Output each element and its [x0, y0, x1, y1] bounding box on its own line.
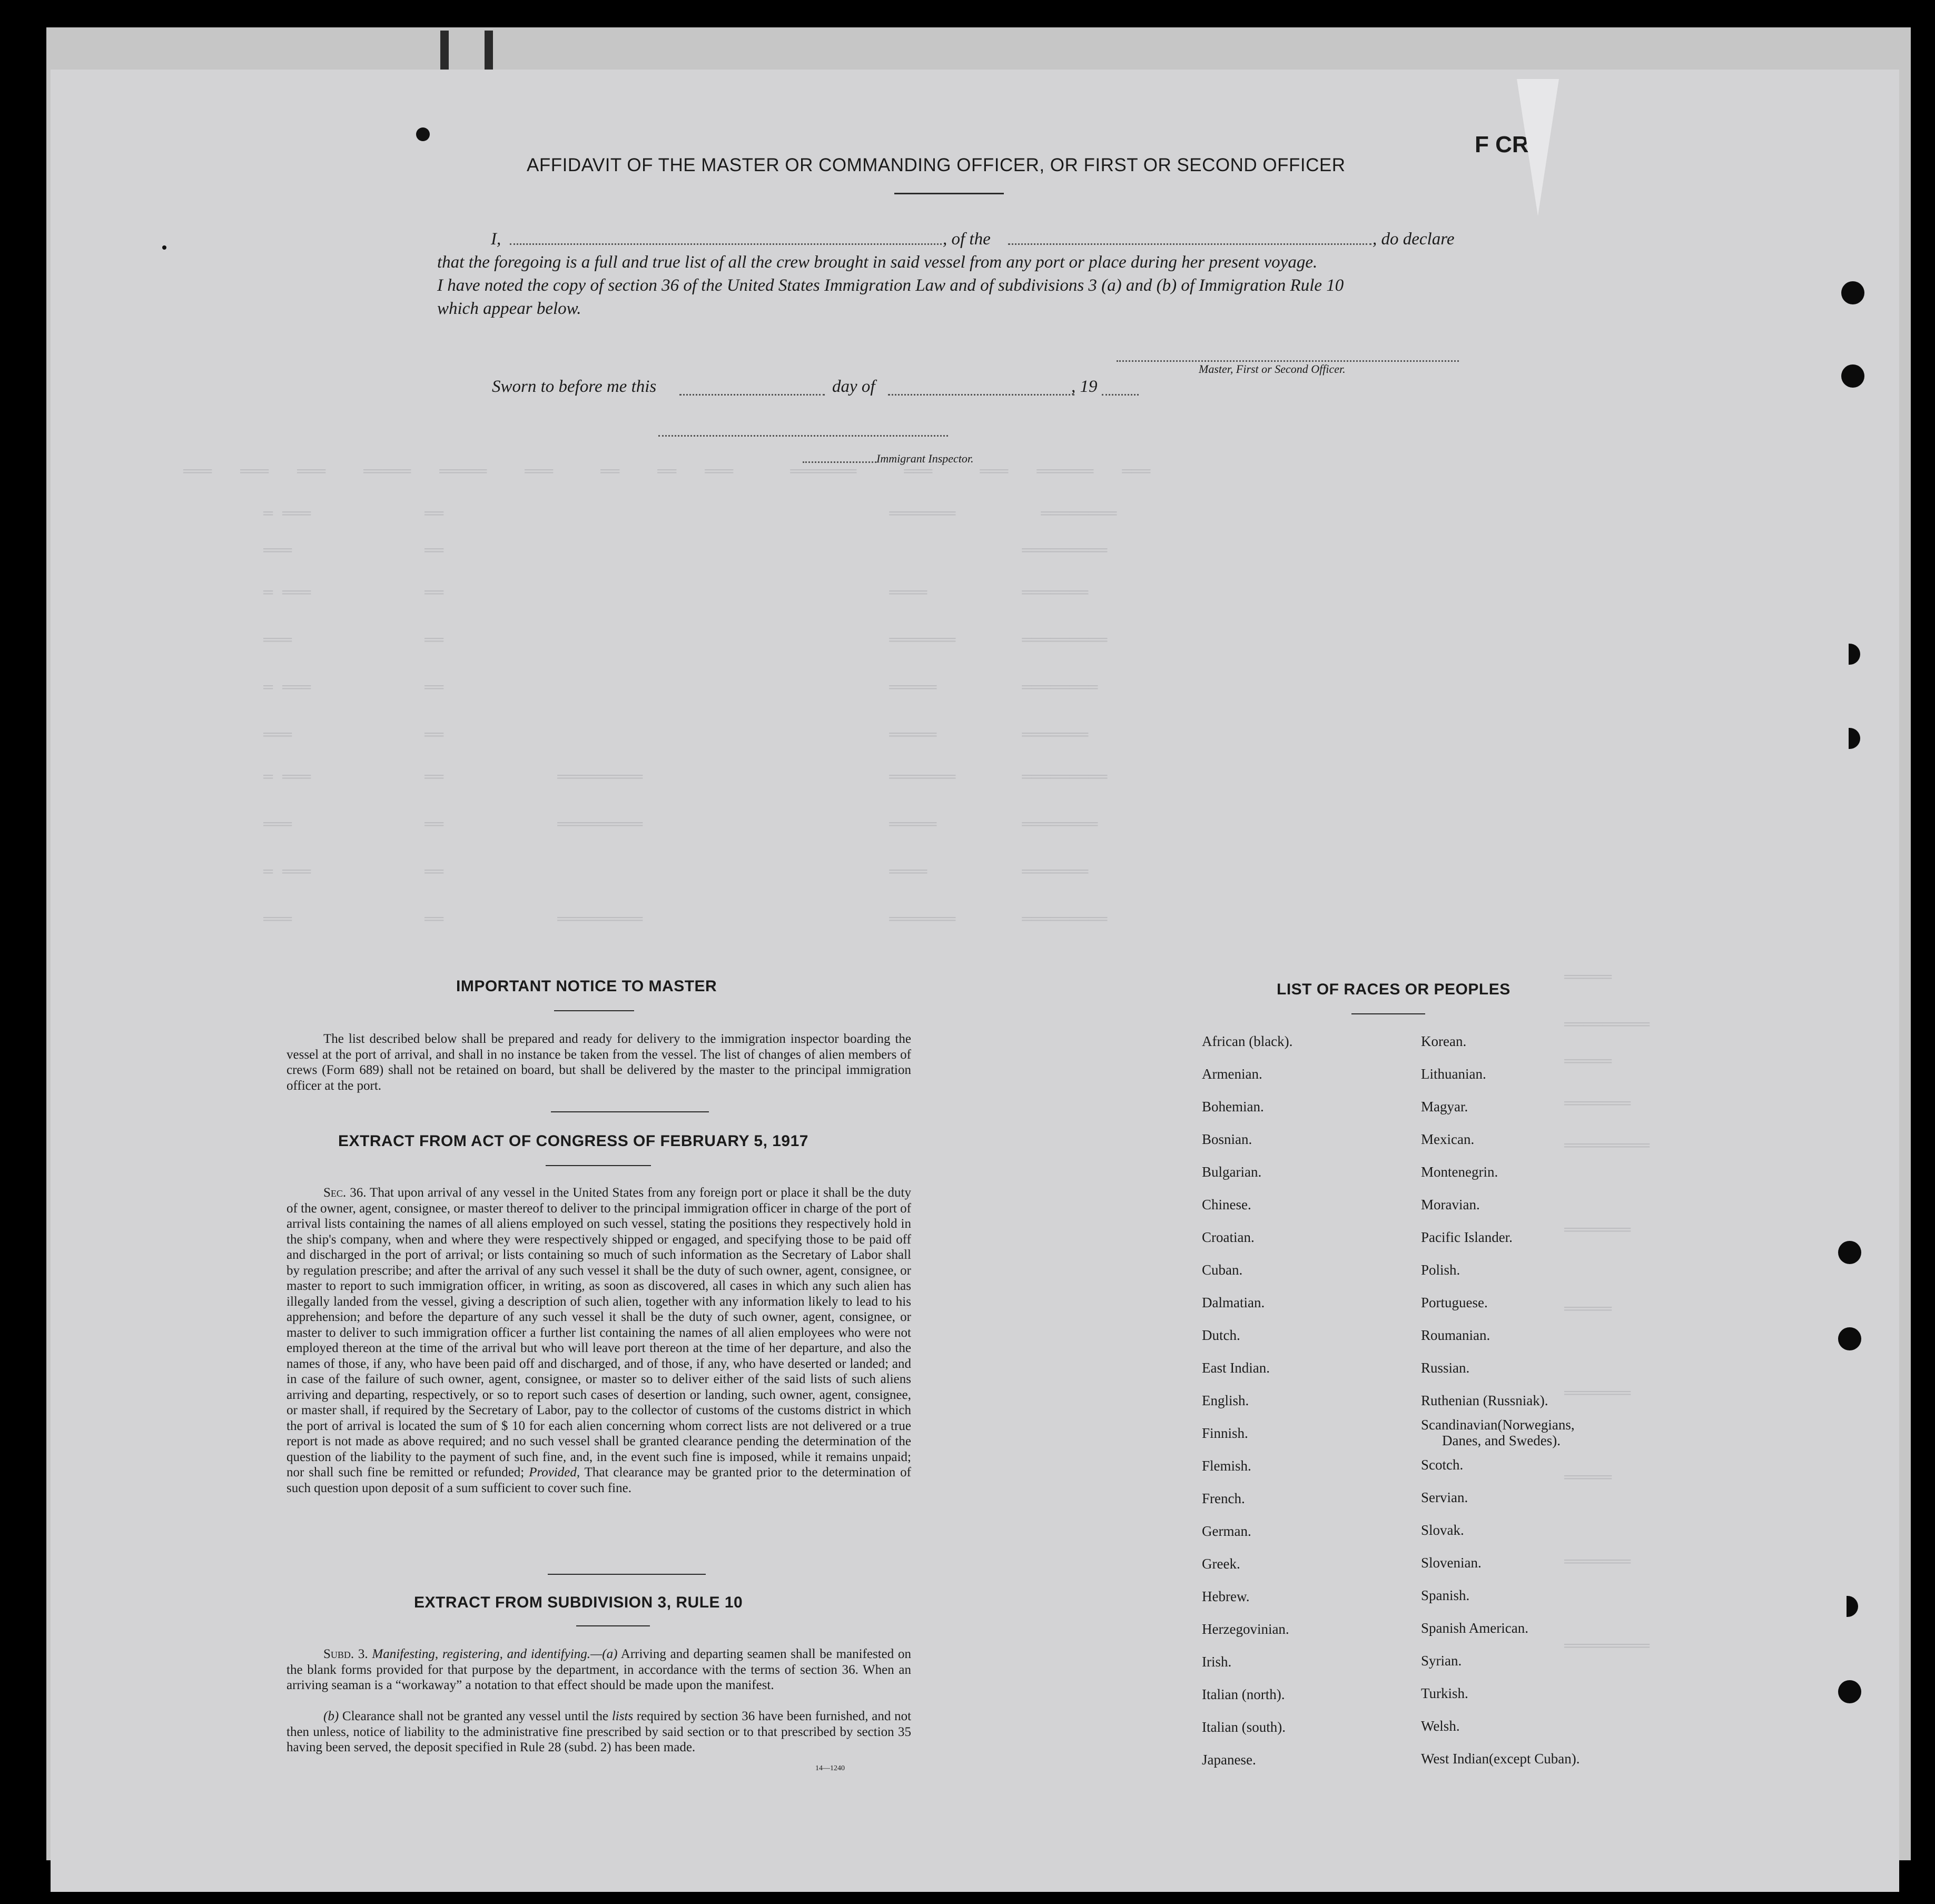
race-item: German. — [1202, 1523, 1251, 1539]
race-item: Japanese. — [1202, 1752, 1256, 1768]
punch-hole — [1838, 1680, 1861, 1703]
race-item: Scandinavian(Norwegians, — [1421, 1417, 1575, 1433]
race-item: English. — [1202, 1393, 1249, 1408]
notice-text: The list described below shall be prepared and ready for delivery to the immigration inspector boarding the vessel at the port of arrival, and shall in no instance be taken from the vessel. The list of changes of alien members of crews (Form 689) shall not be retained on board, but shall be delivered by the master to the principal immigration officer at the port. — [287, 1032, 911, 1093]
rule-text-b1: Clearance shall not be granted any vessel until the — [342, 1709, 609, 1723]
vessel-line[interactable] — [1008, 243, 1371, 245]
race-item: Hebrew. — [1202, 1589, 1250, 1604]
act-extract-text — [287, 1185, 911, 1496]
race-item: East Indian. — [1202, 1360, 1270, 1376]
provided-label: Provided, — [529, 1465, 580, 1479]
race-item: Servian. — [1421, 1489, 1468, 1505]
races-rule — [1351, 1013, 1425, 1014]
race-item: Bosnian. — [1202, 1131, 1252, 1147]
race-item-multiline — [1421, 1417, 1579, 1448]
label-b: (b) — [323, 1709, 339, 1723]
races-title: LIST OF RACES OR PEOPLES — [1277, 981, 1511, 998]
act-extract-title: EXTRACT FROM ACT OF CONGRESS OF FEBRUARY 5, 1917 — [338, 1132, 808, 1150]
act-body: That upon arrival of any vessel in the United States from any foreign port or place it shall be the duty of the owner, agent, consignee, or master thereof to deliver to the principal immigration officer in charge of the port of arrival lists containing the names of all aliens employed on such vessel, stating the positions they respectively hold in the ship's company, when and where they were respectively shipped or engaged, and specifying those to be paid off and discharged in the port of arrival; or lists containing so much of such information as the Secretary of Labor shall by regulation prescribe; and after the arrival of any such vessel it shall be the duty of such owner, agent, consignee, or master to report to such immigration officer, in writing, as soon as discovered, all cases in which any such alien has illegally landed from the vessel, giving a description of such alien, together with any information likely to lead to his apprehension; and before the departure of any such vessel it shall be the duty of such owner, agent, consignee, or master to deliver to such immigration officer a further list containing the names of all alien employees who were not employed thereon at the time of the arrival but who will leave port thereon at the time of her departure, and also the names of those, if any, who have been paid off and discharged, and of those, if any, who have deserted or landed; and in case of the failure of such owner, agent, consignee, or master so to deliver either of the said lists of such aliens arriving and departing, respectively, or so to report such cases of desertion or landing, such owner, agent, consignee, or master shall, if required by the Secretary of Labor, pay to the collector of customs of the customs district in which the port of arrival is located the sum of $ 10 for each alien concerning whom correct lists are not delivered or a true report is not made as above required; and no such vessel shall be granted clearance pending the determination of the question of the liability to the payment of such fine, and, in the event such fine is imposed, while it remains unpaid; nor shall such fine be remitted or refunded; — [287, 1186, 911, 1479]
race-item: Dalmatian. — [1202, 1295, 1265, 1310]
race-item: Moravian. — [1421, 1197, 1480, 1212]
ink-speck — [162, 245, 166, 250]
races-right-column — [1421, 1025, 1579, 1775]
race-item: Flemish. — [1202, 1458, 1251, 1474]
corner-fragment: F CR — [1475, 132, 1529, 157]
race-item: Bohemian. — [1202, 1099, 1264, 1114]
name-line[interactable] — [510, 243, 942, 245]
race-item: Greek. — [1202, 1556, 1240, 1572]
year-label: , 19 — [1071, 377, 1098, 396]
year-line[interactable] — [1102, 394, 1139, 396]
rule-extract-b — [287, 1709, 911, 1755]
punch-hole — [1838, 1241, 1861, 1264]
race-item: Montenegrin. — [1421, 1164, 1498, 1180]
act-body-end: That clearance may be granted prior to the determination of such question upon deposit of a sum sufficient to cover such fine. — [287, 1465, 912, 1495]
month-line[interactable] — [888, 394, 1074, 396]
punch-hole — [1841, 364, 1864, 388]
rule-text-a: Arriving and departing seamen shall be manifested on the blank forms provided for that purpose by the department, in accordance with the terms of section 36. When an arriving seaman is a “workaway” a notation to that effect should be made upon the manifest. — [287, 1647, 912, 1692]
race-item: Dutch. — [1202, 1327, 1240, 1343]
race-item: Russian. — [1421, 1360, 1470, 1376]
act-rule — [546, 1165, 651, 1166]
of-the-label: , of the — [943, 230, 991, 249]
day-of-label: day of — [832, 377, 875, 396]
affidavit-body-line2: I have noted the copy of section 36 of the United States Immigration Law and of subdivisions 3 (a) and (b) of Immigration Rule 10 — [437, 276, 1344, 295]
race-item: Magyar. — [1421, 1099, 1468, 1114]
race-item: Croatian. — [1202, 1229, 1255, 1245]
race-item: Chinese. — [1202, 1197, 1251, 1212]
affidavit-title: AFFIDAVIT OF THE MASTER OR COMMANDING OFFICER, OR FIRST OR SECOND OFFICER — [527, 155, 1346, 175]
inspector-caption: Immigrant Inspector. — [876, 452, 974, 465]
race-item: Italian (north). — [1202, 1686, 1285, 1702]
divider — [548, 1574, 706, 1575]
day-line[interactable] — [679, 394, 825, 396]
punch-hole — [1838, 1327, 1861, 1350]
race-item: Danes, and Swedes). — [1442, 1433, 1561, 1448]
torn-corner — [1517, 79, 1559, 216]
form-number: 14—1240 — [815, 1764, 845, 1772]
inspector-line[interactable] — [658, 435, 948, 437]
signature-line[interactable] — [1117, 360, 1459, 362]
notice-rule — [554, 1010, 634, 1011]
race-item: Pacific Islander. — [1421, 1229, 1513, 1245]
race-item: Turkish. — [1421, 1685, 1468, 1701]
race-item: Lithuanian. — [1421, 1066, 1486, 1082]
race-item: Finnish. — [1202, 1425, 1248, 1441]
race-item: Ruthenian (Russniak). — [1421, 1393, 1548, 1408]
lists-word: lists — [611, 1709, 634, 1723]
notice-title: IMPORTANT NOTICE TO MASTER — [456, 978, 717, 995]
races-left-column — [1202, 1025, 1292, 1776]
race-item: Cuban. — [1202, 1262, 1243, 1278]
race-item: Spanish. — [1421, 1587, 1470, 1603]
affidavit-body-line1: that the foregoing is a full and true list of all the crew brought in said vessel from any port or place during her present voyage. — [437, 253, 1318, 272]
race-item: West Indian(except Cuban). — [1421, 1751, 1580, 1767]
do-declare-label: , do declare — [1373, 230, 1455, 249]
sec-label: Sec. 36. — [323, 1186, 367, 1200]
race-item: Polish. — [1421, 1262, 1460, 1278]
ink-speck — [416, 127, 430, 141]
race-item: Spanish American. — [1421, 1620, 1528, 1636]
i-label: I, — [491, 230, 501, 249]
rule-rule — [576, 1625, 650, 1626]
race-item: Slovenian. — [1421, 1555, 1482, 1571]
race-item: Herzegovinian. — [1202, 1621, 1289, 1637]
race-item: Italian (south). — [1202, 1719, 1286, 1735]
punch-hole — [1841, 281, 1864, 304]
inspector-line-short — [803, 461, 876, 463]
race-item: African (black). — [1202, 1033, 1293, 1049]
rule-extract-a — [287, 1646, 911, 1693]
sworn-label: Sworn to before me this — [492, 377, 657, 396]
race-item: Mexican. — [1421, 1131, 1475, 1147]
divider — [551, 1111, 709, 1112]
race-item: French. — [1202, 1491, 1245, 1506]
manifest-sheet — [51, 70, 1899, 1892]
rule-text-b2: required by section 36 have been furnished, and not then unless, notice of liability to the administrative fine prescribed by said section or to that prescribed by section 35 having been served, the deposit specified in Rule 28 (subd. 2) has been made. — [287, 1709, 912, 1754]
race-item: Armenian. — [1202, 1066, 1262, 1082]
signature-caption: Master, First or Second Officer. — [1199, 362, 1346, 376]
race-item: Portuguese. — [1421, 1295, 1488, 1310]
race-item: Bulgarian. — [1202, 1164, 1262, 1180]
subd-label: Subd. 3. — [323, 1647, 368, 1661]
race-item: Irish. — [1202, 1654, 1232, 1670]
affidavit-body-line3: which appear below. — [437, 299, 581, 318]
race-item: Scotch. — [1421, 1457, 1464, 1473]
title-rule — [894, 193, 1004, 194]
subd-heading: Manifesting, registering, and identifying.—(a) — [372, 1647, 618, 1661]
rule-extract-title: EXTRACT FROM SUBDIVISION 3, RULE 10 — [414, 1594, 743, 1611]
race-item: Roumanian. — [1421, 1327, 1490, 1343]
race-item: Syrian. — [1421, 1653, 1462, 1669]
race-item: Welsh. — [1421, 1718, 1460, 1734]
race-item: Slovak. — [1421, 1522, 1464, 1538]
race-item: Korean. — [1421, 1033, 1467, 1049]
